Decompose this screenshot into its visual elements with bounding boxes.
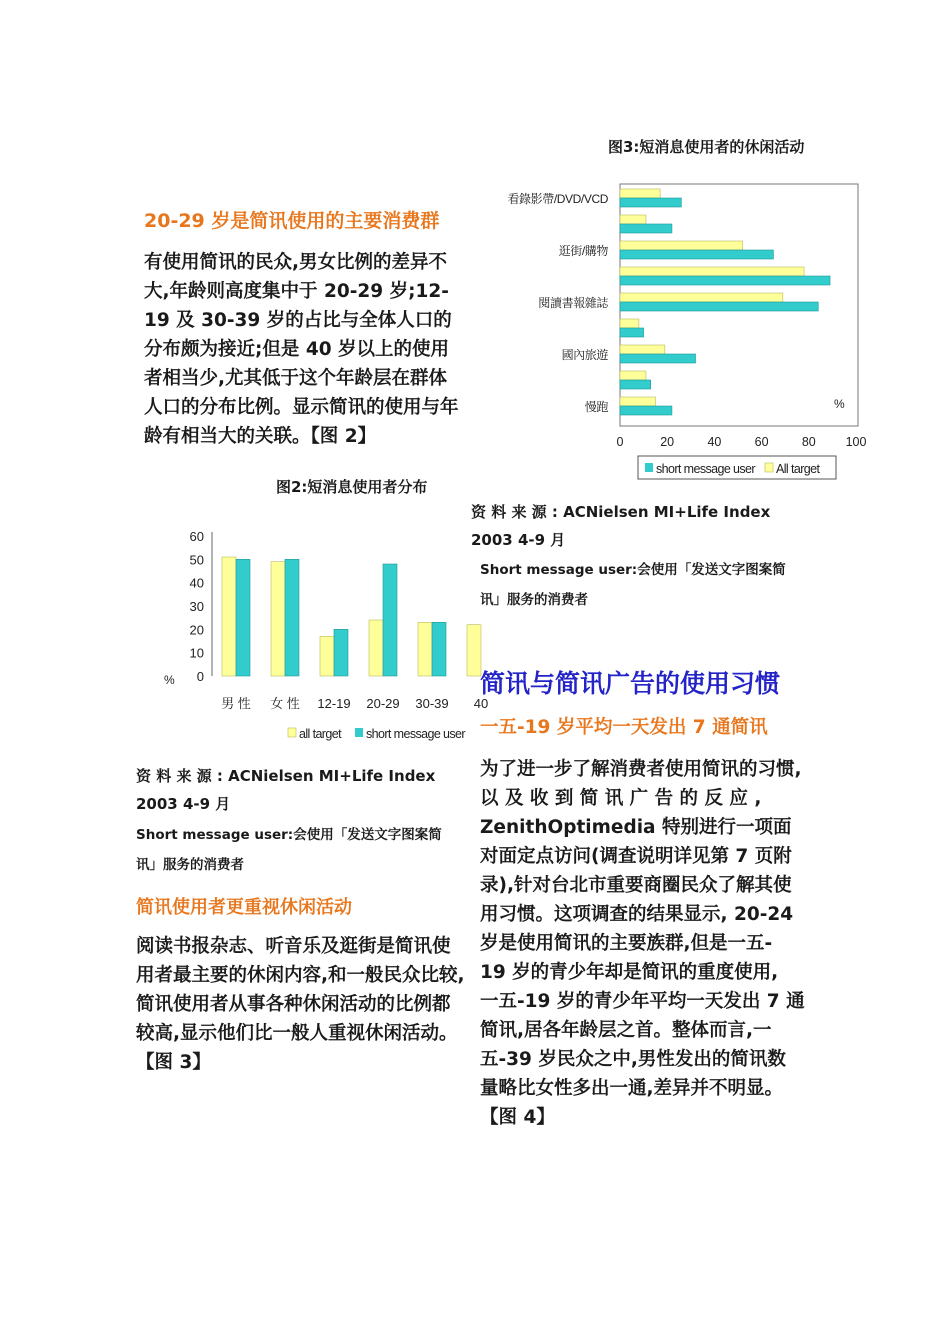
chart3-xtick-label: 80 bbox=[801, 435, 816, 449]
paragraph-line: ZenithOptimedia 特别进行一项面 bbox=[480, 817, 792, 838]
paragraph-line: 用者最主要的休闲内容,和一般民众比较, bbox=[136, 965, 465, 986]
chart2-bar-sms-user bbox=[383, 564, 397, 676]
chart3-bar-sms-user bbox=[620, 198, 681, 207]
chart3-bar-all-target bbox=[620, 189, 660, 198]
chart2-category-label: 12-19 bbox=[317, 696, 351, 711]
chart3-bar-sms-user bbox=[620, 250, 773, 259]
chart3-bar-sms-user bbox=[620, 380, 651, 389]
chart3-note-line2: 讯」服务的消费者 bbox=[480, 592, 588, 608]
chart3-bar-all-target bbox=[620, 371, 646, 380]
chart2-ytick-label: 50 bbox=[189, 552, 204, 568]
chart3-xtick-label: 0 bbox=[616, 435, 624, 449]
paragraph-line: 人口的分布比例。显示简讯的使用与年 bbox=[144, 397, 459, 418]
chart3-category-label: 看錄影帶/DVD/VCD bbox=[507, 192, 608, 206]
chart2-ylabel: % bbox=[164, 673, 175, 687]
paragraph-line: 一五-19 岁的青少年平均一天发出 7 通 bbox=[480, 991, 805, 1012]
chart3-source-line2: 2003 4-9 月 bbox=[471, 531, 566, 549]
paragraph-line: 岁是使用简讯的主要族群,但是一五- bbox=[480, 933, 773, 954]
chart3-xtick-label: 100 bbox=[845, 435, 867, 449]
chart2-bar-all-target bbox=[320, 636, 334, 676]
chart3-bar-all-target bbox=[620, 293, 783, 302]
paragraph-line: 简讯使用者从事各种休闲活动的比例都 bbox=[136, 994, 451, 1015]
chart2-ytick-label: 10 bbox=[189, 645, 204, 661]
paragraph-line: 阅读书报杂志、听音乐及逛街是简讯使 bbox=[136, 936, 451, 957]
paragraph-usage-habits bbox=[480, 755, 810, 1132]
paragraph-line: 为了进一步了解消费者使用简讯的习惯, bbox=[480, 759, 802, 780]
paragraph-line: 者相当少,尤其低于这个年龄层在群体 bbox=[144, 368, 448, 389]
paragraph-age-distribution bbox=[144, 248, 474, 451]
chart2-category-label: 男 性 bbox=[221, 696, 251, 711]
chart3-xtick-label: 20 bbox=[660, 435, 675, 449]
chart2-ytick-label: 30 bbox=[189, 599, 204, 614]
chart2-legend-label-all: all target bbox=[299, 727, 341, 741]
chart2-category-label: 女 性 bbox=[270, 696, 300, 711]
chart2-note-line2: 讯」服务的消费者 bbox=[136, 857, 244, 873]
chart2-ytick-label: 40 bbox=[189, 575, 204, 591]
chart3-bar-all-target bbox=[620, 215, 646, 224]
chart3-legend-label-sms: short message user bbox=[656, 462, 755, 476]
chart2-category-label: 30-39 bbox=[415, 696, 449, 711]
heading-15-19: 一五-19 岁平均一天发出 7 通简讯 bbox=[480, 717, 768, 738]
chart2-bar-all-target bbox=[222, 557, 236, 676]
chart3-bar-all-target bbox=[620, 397, 655, 406]
chart3-xtick-label: 60 bbox=[754, 435, 769, 449]
paragraph-line: 简讯,居各年龄层之首。整体而言,一 bbox=[480, 1020, 772, 1041]
section-title-usage-habits: 简讯与简讯广告的使用习惯 bbox=[480, 669, 781, 698]
paragraph-line: 【图 4】 bbox=[480, 1107, 555, 1128]
chart2-source-line2: 2003 4-9 月 bbox=[136, 795, 231, 813]
chart2-note bbox=[136, 820, 476, 880]
chart3-source bbox=[471, 498, 807, 554]
chart3-note bbox=[480, 555, 820, 615]
chart2-source-line1: 资 料 来 源 : ACNielsen MI+Life Index bbox=[136, 767, 436, 785]
chart3-svg bbox=[470, 176, 890, 486]
chart3-bar-sms-user bbox=[620, 406, 672, 415]
chart3-source-line1: 资 料 来 源 : ACNielsen MI+Life Index bbox=[471, 503, 771, 521]
chart2-bar-sms-user bbox=[334, 629, 348, 676]
chart2-svg bbox=[150, 510, 489, 750]
paragraph-line: 19 岁的青少年却是简讯的重度使用, bbox=[480, 962, 779, 983]
chart3-bar-all-target bbox=[620, 345, 665, 354]
paragraph-line: 对面定点访问(调查说明详见第 7 页附 bbox=[480, 846, 792, 867]
chart3-category-label: 閱讀書報雜誌 bbox=[538, 296, 608, 310]
paragraph-line: 【图 3】 bbox=[136, 1052, 211, 1073]
paragraph-line: 量略比女性多出一通,差异并不明显。 bbox=[480, 1078, 784, 1099]
paragraph-line: 大,年龄则高度集中于 20-29 岁;12- bbox=[144, 281, 449, 302]
chart2-legend-swatch-all bbox=[288, 728, 296, 737]
chart2-category-label: 20-29 bbox=[366, 696, 400, 711]
chart3-category-label: 逛街/購物 bbox=[558, 244, 608, 258]
paragraph-line: 以 及 收 到 简 讯 广 告 的 反 应 , bbox=[480, 788, 762, 809]
chart2-note-line1: Short message user:会使用「发送文字图案简 bbox=[136, 827, 442, 843]
chart3-xtick-label: 40 bbox=[707, 435, 722, 449]
paragraph-line: 录),针对台北市重要商圈民众了解其使 bbox=[480, 875, 792, 896]
chart3-legend-label-all: All target bbox=[776, 462, 820, 476]
chart3-bar-sms-user bbox=[620, 302, 818, 311]
paragraph-line: 较高,显示他们比一般人重视休闲活动。 bbox=[136, 1023, 458, 1044]
heading-leisure: 简讯使用者更重视休闲活动 bbox=[136, 897, 352, 918]
paragraph-line: 五-39 岁民众之中,男性发出的简讯数 bbox=[480, 1049, 786, 1070]
chart3-title: 图3:短消息使用者的休闲活动 bbox=[608, 138, 805, 156]
chart2-title: 图2:短消息使用者分布 bbox=[276, 478, 428, 496]
chart2-ytick-label: 0 bbox=[196, 669, 204, 684]
chart2-ytick-label: 60 bbox=[189, 529, 204, 544]
paragraph-line: 用习惯。这项调查的结果显示, 20-24 bbox=[480, 904, 794, 925]
chart2-bar-all-target bbox=[271, 562, 285, 676]
heading-20-29: 20-29 岁是简讯使用的主要消费群 bbox=[144, 210, 440, 232]
chart3-bar-all-target bbox=[620, 267, 804, 276]
chart2-ytick-label: 20 bbox=[189, 622, 204, 638]
chart3-note-line1: Short message user:会使用「发送文字图案简 bbox=[480, 562, 786, 578]
chart2-bar-all-target bbox=[369, 620, 383, 676]
chart2-bar-sms-user bbox=[432, 622, 446, 676]
paragraph-line: 有使用简讯的民众,男女比例的差异不 bbox=[144, 252, 448, 273]
chart3-legend-swatch-all bbox=[765, 463, 773, 472]
chart3-legend-swatch-sms bbox=[645, 463, 653, 472]
chart2-bar-all-target bbox=[467, 625, 481, 676]
chart2-bar-sms-user bbox=[285, 559, 299, 676]
paragraph-leisure bbox=[136, 932, 476, 1077]
chart3-category-label: 慢跑 bbox=[584, 400, 608, 414]
chart3-bar-sms-user bbox=[620, 328, 644, 337]
chart2-category-label: 40 bbox=[473, 696, 489, 711]
chart3-bar-sms-user bbox=[620, 354, 696, 363]
chart2-legend-swatch-sms bbox=[355, 728, 363, 737]
chart2-legend-label-sms: short message user bbox=[366, 727, 465, 741]
chart3-bar-all-target bbox=[620, 241, 743, 250]
chart3-category-label: 國內旅遊 bbox=[561, 348, 608, 362]
chart3-unit-label: % bbox=[834, 397, 845, 411]
paragraph-line: 19 及 30-39 岁的占比与全体人口的 bbox=[144, 310, 452, 331]
chart3-bar-sms-user bbox=[620, 276, 830, 285]
chart3-bar-sms-user bbox=[620, 224, 672, 233]
chart2-bar-sms-user bbox=[236, 559, 250, 676]
chart2-source bbox=[136, 762, 472, 818]
chart3-bar-all-target bbox=[620, 319, 639, 328]
paragraph-line: 分布颇为接近;但是 40 岁以上的使用 bbox=[144, 339, 450, 360]
paragraph-line: 龄有相当大的关联。【图 2】 bbox=[144, 426, 377, 447]
chart2-bar-all-target bbox=[418, 622, 432, 676]
